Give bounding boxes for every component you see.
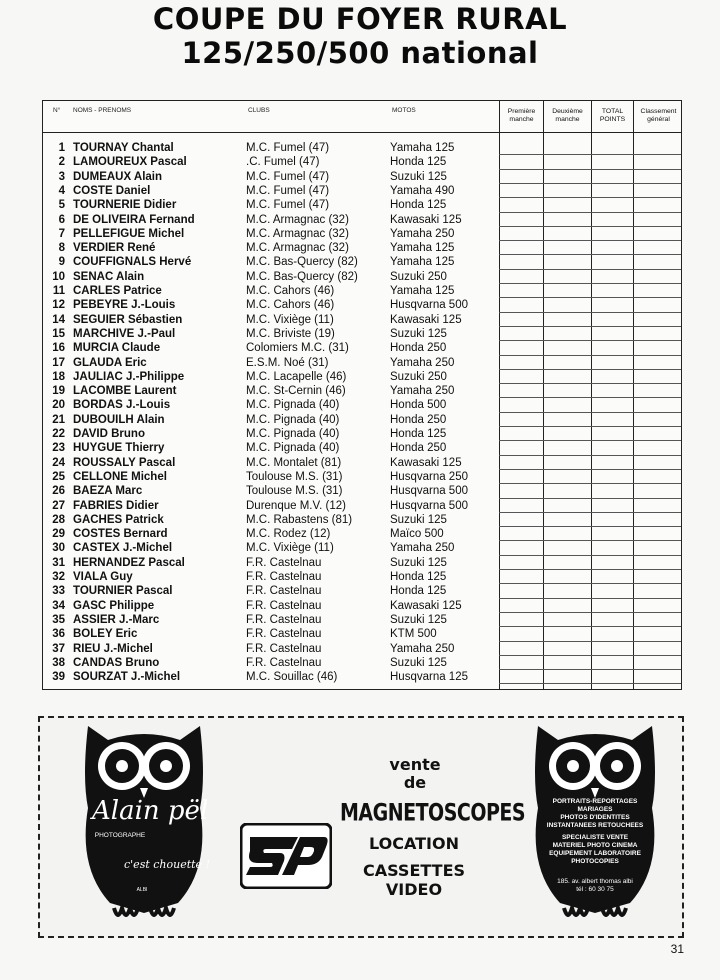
table-row xyxy=(43,613,681,627)
table-row xyxy=(43,670,681,684)
row-club: M.C. Montalet (81) xyxy=(246,456,342,469)
row-number: 17 xyxy=(52,356,65,369)
row-name: TOURNERIE Didier xyxy=(73,199,177,212)
row-number: 11 xyxy=(52,285,65,297)
vente-heading xyxy=(375,756,455,792)
owl-right-service-line: MATERIEL PHOTO CINEMA xyxy=(552,842,638,849)
row-moto: KTM 500 xyxy=(390,628,437,641)
row-name: SENAC Alain xyxy=(73,270,145,283)
row-number: 36 xyxy=(52,628,65,641)
owl-right-service-line: PHOTOCOPIES xyxy=(571,858,619,865)
row-club: M.C. Rodez (12) xyxy=(246,528,331,541)
row-moto: Husqvarna 250 xyxy=(390,470,468,483)
row-club: M.C. Armagnac (32) xyxy=(246,213,349,226)
row-club: M.C. Lacapelle (46) xyxy=(246,370,347,383)
table-row xyxy=(43,599,681,613)
row-moto: Suzuki 125 xyxy=(390,170,447,183)
row-name: BAEZA Marc xyxy=(73,485,143,498)
row-name: MURCIA Claude xyxy=(73,342,161,355)
row-name: CARLES Patrice xyxy=(73,285,162,297)
cassettes-label: CASSETTES VIDEO xyxy=(362,861,466,899)
page-subtitle: 125/250/500 national xyxy=(181,36,539,70)
row-club: M.C. Rabastens (81) xyxy=(246,513,353,526)
row-club: F.R. Castelnau xyxy=(246,656,322,669)
owl-right-service-line: EQUIPEMENT LABORATOIRE xyxy=(549,850,641,857)
sp-logo-icon xyxy=(240,823,332,889)
owl-left-brand: Alain pël xyxy=(92,796,209,826)
row-number: 35 xyxy=(52,613,65,626)
table-row xyxy=(43,427,681,441)
table-row xyxy=(43,513,681,527)
row-name: SEGUIER Sébastien xyxy=(73,313,183,326)
row-club: M.C. Pignada (40) xyxy=(246,413,340,426)
row-number: 12 xyxy=(52,299,65,312)
row-club: F.R. Castelnau xyxy=(246,599,322,612)
row-moto: Honda 250 xyxy=(390,342,447,355)
row-moto: Honda 125 xyxy=(390,156,447,169)
row-number: 8 xyxy=(58,242,65,255)
row-moto: Kawasaki 125 xyxy=(390,599,462,612)
row-club: M.C. Armagnac (32) xyxy=(246,227,349,240)
row-name: PELLEFIGUE Michel xyxy=(73,227,185,240)
row-name: VIALA Guy xyxy=(73,571,133,583)
row-number: 32 xyxy=(52,571,65,583)
owl-right-service-line: PORTRAITS-REPORTAGES xyxy=(552,798,638,805)
row-name: GLAUDA Eric xyxy=(73,356,147,369)
location-label: LOCATION xyxy=(369,834,459,853)
row-moto: Honda 125 xyxy=(390,199,447,212)
row-moto: Yamaha 250 xyxy=(390,542,455,555)
row-club: F.R. Castelnau xyxy=(246,585,322,598)
row-number: 22 xyxy=(52,428,65,440)
row-moto: Kawasaki 125 xyxy=(390,313,462,326)
table-row xyxy=(43,656,681,670)
table-row xyxy=(43,384,681,398)
vente-line2: de xyxy=(403,773,427,792)
row-club: E.S.M. Noé (31) xyxy=(246,356,329,369)
table-row xyxy=(43,184,681,198)
table-row xyxy=(43,556,681,570)
row-moto: Husqvarna 125 xyxy=(390,671,468,684)
row-name: CELLONE Michel xyxy=(73,470,167,483)
row-moto: Yamaha 125 xyxy=(390,142,455,154)
row-number: 23 xyxy=(52,442,65,455)
table-row xyxy=(43,370,681,384)
row-number: 7 xyxy=(58,227,65,240)
row-moto: Suzuki 125 xyxy=(390,556,447,569)
table-row xyxy=(43,456,681,470)
row-name: COSTES Bernard xyxy=(73,528,168,541)
row-club: M.C. Fumel (47) xyxy=(246,199,330,212)
row-club: Toulouse M.S. (31) xyxy=(246,485,343,498)
row-moto: Yamaha 250 xyxy=(390,642,455,655)
owl-right-service-line: PHOTOS D'IDENTITES xyxy=(560,814,630,821)
row-number: 24 xyxy=(52,456,65,469)
row-club: M.C. Briviste (19) xyxy=(246,327,335,340)
row-moto: Yamaha 250 xyxy=(390,385,455,398)
table-row xyxy=(43,141,681,155)
table-row xyxy=(43,484,681,498)
row-moto: Suzuki 125 xyxy=(390,513,447,526)
owl-right-service-line: INSTANTANEES RETOUCHEES xyxy=(546,822,644,829)
row-moto: Husqvarna 500 xyxy=(390,299,468,312)
header-manche1: Première manche xyxy=(499,101,543,133)
owl-left-photographe: PHOTOGRAPHE xyxy=(94,832,146,839)
row-moto: Yamaha 490 xyxy=(390,184,455,197)
table-row xyxy=(43,627,681,641)
row-number: 20 xyxy=(52,399,65,412)
header-clubs: CLUBS xyxy=(248,107,270,114)
row-number: 25 xyxy=(52,470,65,483)
table-row xyxy=(43,298,681,312)
table-row xyxy=(43,541,681,555)
row-number: 5 xyxy=(58,199,65,212)
table-row xyxy=(43,441,681,455)
row-number: 26 xyxy=(52,485,65,498)
row-club: .C. Fumel (47) xyxy=(246,156,320,169)
header-motos: MOTOS xyxy=(392,107,416,114)
row-number: 21 xyxy=(52,413,65,426)
row-number: 4 xyxy=(58,184,65,197)
vente-line1: vente xyxy=(389,755,441,774)
row-name: VERDIER René xyxy=(73,242,156,255)
row-name: BOLEY Eric xyxy=(73,628,138,641)
row-moto: Suzuki 125 xyxy=(390,613,447,626)
table-row xyxy=(43,170,681,184)
row-name: DE OLIVEIRA Fernand xyxy=(73,213,195,226)
row-moto: Honda 250 xyxy=(390,413,447,426)
table-header xyxy=(43,101,681,133)
header-names: NOMS - PRENOMS xyxy=(73,107,132,114)
row-moto: Yamaha 125 xyxy=(390,256,455,269)
row-moto: Maïco 500 xyxy=(390,528,444,541)
owl-right-services xyxy=(536,798,654,866)
page-title: COUPE DU FOYER RURAL xyxy=(152,2,568,36)
owl-right-address: 185. av. albert thomas albi xyxy=(557,878,633,885)
row-name: FABRIES Didier xyxy=(73,499,159,512)
row-number: 1 xyxy=(58,142,65,154)
row-number: 15 xyxy=(52,327,65,340)
row-number: 16 xyxy=(52,342,65,355)
grid-line xyxy=(499,683,681,684)
row-moto: Kawasaki 125 xyxy=(390,456,462,469)
row-club: M.C. Vixiège (11) xyxy=(246,542,334,555)
row-club: M.C. Pignada (40) xyxy=(246,428,340,440)
row-name: GACHES Patrick xyxy=(73,513,164,526)
table-row xyxy=(43,570,681,584)
row-moto: Honda 250 xyxy=(390,442,447,455)
row-name: DUMEAUX Alain xyxy=(73,170,163,183)
owl-right-service-line: SPECIALISTE VENTE xyxy=(561,834,629,841)
row-number: 9 xyxy=(58,256,65,269)
row-number: 33 xyxy=(52,585,65,598)
owl-right-tel: tél : 60 30 75 xyxy=(576,886,614,893)
table-row xyxy=(43,313,681,327)
row-number: 38 xyxy=(52,656,65,669)
row-number: 3 xyxy=(58,170,65,183)
row-club: M.C. Fumel (47) xyxy=(246,184,330,197)
row-number: 19 xyxy=(52,385,65,398)
row-name: JAULIAC J.-Philippe xyxy=(73,370,185,383)
row-moto: Yamaha 125 xyxy=(390,285,455,297)
owl-left-city: ALBI xyxy=(136,887,148,893)
table-row xyxy=(43,499,681,513)
table-row xyxy=(43,227,681,241)
row-moto: Honda 125 xyxy=(390,428,447,440)
row-moto: Suzuki 125 xyxy=(390,656,447,669)
row-club: M.C. Cahors (46) xyxy=(246,299,335,312)
row-club: F.R. Castelnau xyxy=(246,642,322,655)
row-club: Durenque M.V. (12) xyxy=(246,499,346,512)
row-club: Colomiers M.C. (31) xyxy=(246,342,349,355)
row-moto: Yamaha 250 xyxy=(390,227,455,240)
row-name: ASSIER J.-Marc xyxy=(73,613,160,626)
row-number: 2 xyxy=(58,156,65,169)
table-row xyxy=(43,270,681,284)
row-name: MARCHIVE J.-Paul xyxy=(73,327,176,340)
row-club: M.C. St-Cernin (46) xyxy=(246,385,346,398)
header-classement: Classement général xyxy=(633,101,683,133)
row-club: M.C. Bas-Quercy (82) xyxy=(246,270,358,283)
page-number: 31 xyxy=(670,942,684,956)
advertisement xyxy=(38,716,684,938)
row-name: HERNANDEZ Pascal xyxy=(73,556,185,569)
header-no: N° xyxy=(53,107,61,114)
row-club: M.C. Pignada (40) xyxy=(246,399,340,412)
row-moto: Honda 125 xyxy=(390,585,447,598)
magneto-block xyxy=(340,799,526,899)
row-moto: Yamaha 125 xyxy=(390,242,455,255)
row-club: M.C. Bas-Quercy (82) xyxy=(246,256,358,269)
row-number: 6 xyxy=(58,213,65,226)
row-moto: Husqvarna 500 xyxy=(390,485,468,498)
row-number: 14 xyxy=(52,313,65,326)
row-club: M.C. Cahors (46) xyxy=(246,285,335,297)
row-moto: Honda 500 xyxy=(390,399,447,412)
row-club: M.C. Vixiège (11) xyxy=(246,313,334,326)
table-row xyxy=(43,527,681,541)
table-row xyxy=(43,213,681,227)
row-name: TOURNAY Chantal xyxy=(73,142,174,154)
row-name: LAMOUREUX Pascal xyxy=(73,156,187,169)
table-row xyxy=(43,327,681,341)
row-name: PEBEYRE J.-Louis xyxy=(73,299,176,312)
row-number: 31 xyxy=(52,556,65,569)
row-club: F.R. Castelnau xyxy=(246,628,322,641)
row-club: M.C. Souillac (46) xyxy=(246,671,338,684)
row-moto: Suzuki 250 xyxy=(390,370,447,383)
table-row xyxy=(43,584,681,598)
row-name: GASC Philippe xyxy=(73,599,155,612)
row-moto: Kawasaki 125 xyxy=(390,213,462,226)
row-number: 39 xyxy=(52,671,65,684)
header-manche2: Deuxième manche xyxy=(543,101,591,133)
row-number: 34 xyxy=(52,599,65,612)
row-name: HUYGUE Thierry xyxy=(73,442,165,455)
row-number: 27 xyxy=(52,499,65,512)
row-club: M.C. Fumel (47) xyxy=(246,170,330,183)
row-name: COSTE Daniel xyxy=(73,184,151,197)
table-row xyxy=(43,413,681,427)
row-name: DUBOUILH Alain xyxy=(73,413,165,426)
row-number: 18 xyxy=(52,370,65,383)
row-moto: Suzuki 125 xyxy=(390,327,447,340)
row-name: COUFFIGNALS Hervé xyxy=(73,256,192,269)
row-number: 29 xyxy=(52,528,65,541)
row-moto: Husqvarna 500 xyxy=(390,499,468,512)
row-name: BORDAS J.-Louis xyxy=(73,399,171,412)
row-name: DAVID Bruno xyxy=(73,428,145,440)
table-row xyxy=(43,255,681,269)
row-club: Toulouse M.S. (31) xyxy=(246,470,343,483)
table-row xyxy=(43,470,681,484)
row-number: 30 xyxy=(52,542,65,555)
table-row xyxy=(43,341,681,355)
row-number: 28 xyxy=(52,513,65,526)
row-name: SOURZAT J.-Michel xyxy=(73,671,181,684)
row-number: 10 xyxy=(52,270,65,283)
row-moto: Honda 125 xyxy=(390,571,447,583)
table-row xyxy=(43,642,681,656)
table-row xyxy=(43,356,681,370)
row-club: M.C. Pignada (40) xyxy=(246,442,340,455)
row-name: ROUSSALY Pascal xyxy=(73,456,176,469)
table-row xyxy=(43,241,681,255)
row-club: F.R. Castelnau xyxy=(246,556,322,569)
row-moto: Yamaha 250 xyxy=(390,356,455,369)
table-row xyxy=(43,284,681,298)
row-name: CANDAS Bruno xyxy=(73,656,160,669)
row-name: RIEU J.-Michel xyxy=(73,642,153,655)
row-club: M.C. Fumel (47) xyxy=(246,142,330,154)
owl-right-service-line: MARIAGES xyxy=(577,806,613,813)
row-name: CASTEX J.-Michel xyxy=(73,542,173,555)
row-club: F.R. Castelnau xyxy=(246,613,322,626)
owl-left-slogan: c'est chouette ! xyxy=(124,858,210,871)
results-table xyxy=(42,100,682,690)
header-total: TOTAL POINTS xyxy=(591,101,633,133)
row-club: M.C. Armagnac (32) xyxy=(246,242,349,255)
row-club: F.R. Castelnau xyxy=(246,571,322,583)
row-name: TOURNIER Pascal xyxy=(73,585,173,598)
magneto-label: MAGNETOSCOPES xyxy=(340,799,526,827)
row-moto: Suzuki 250 xyxy=(390,270,447,283)
table-row xyxy=(43,198,681,212)
row-name: LACOMBE Laurent xyxy=(73,385,177,398)
table-row xyxy=(43,398,681,412)
table-row xyxy=(43,155,681,169)
row-number: 37 xyxy=(52,642,65,655)
